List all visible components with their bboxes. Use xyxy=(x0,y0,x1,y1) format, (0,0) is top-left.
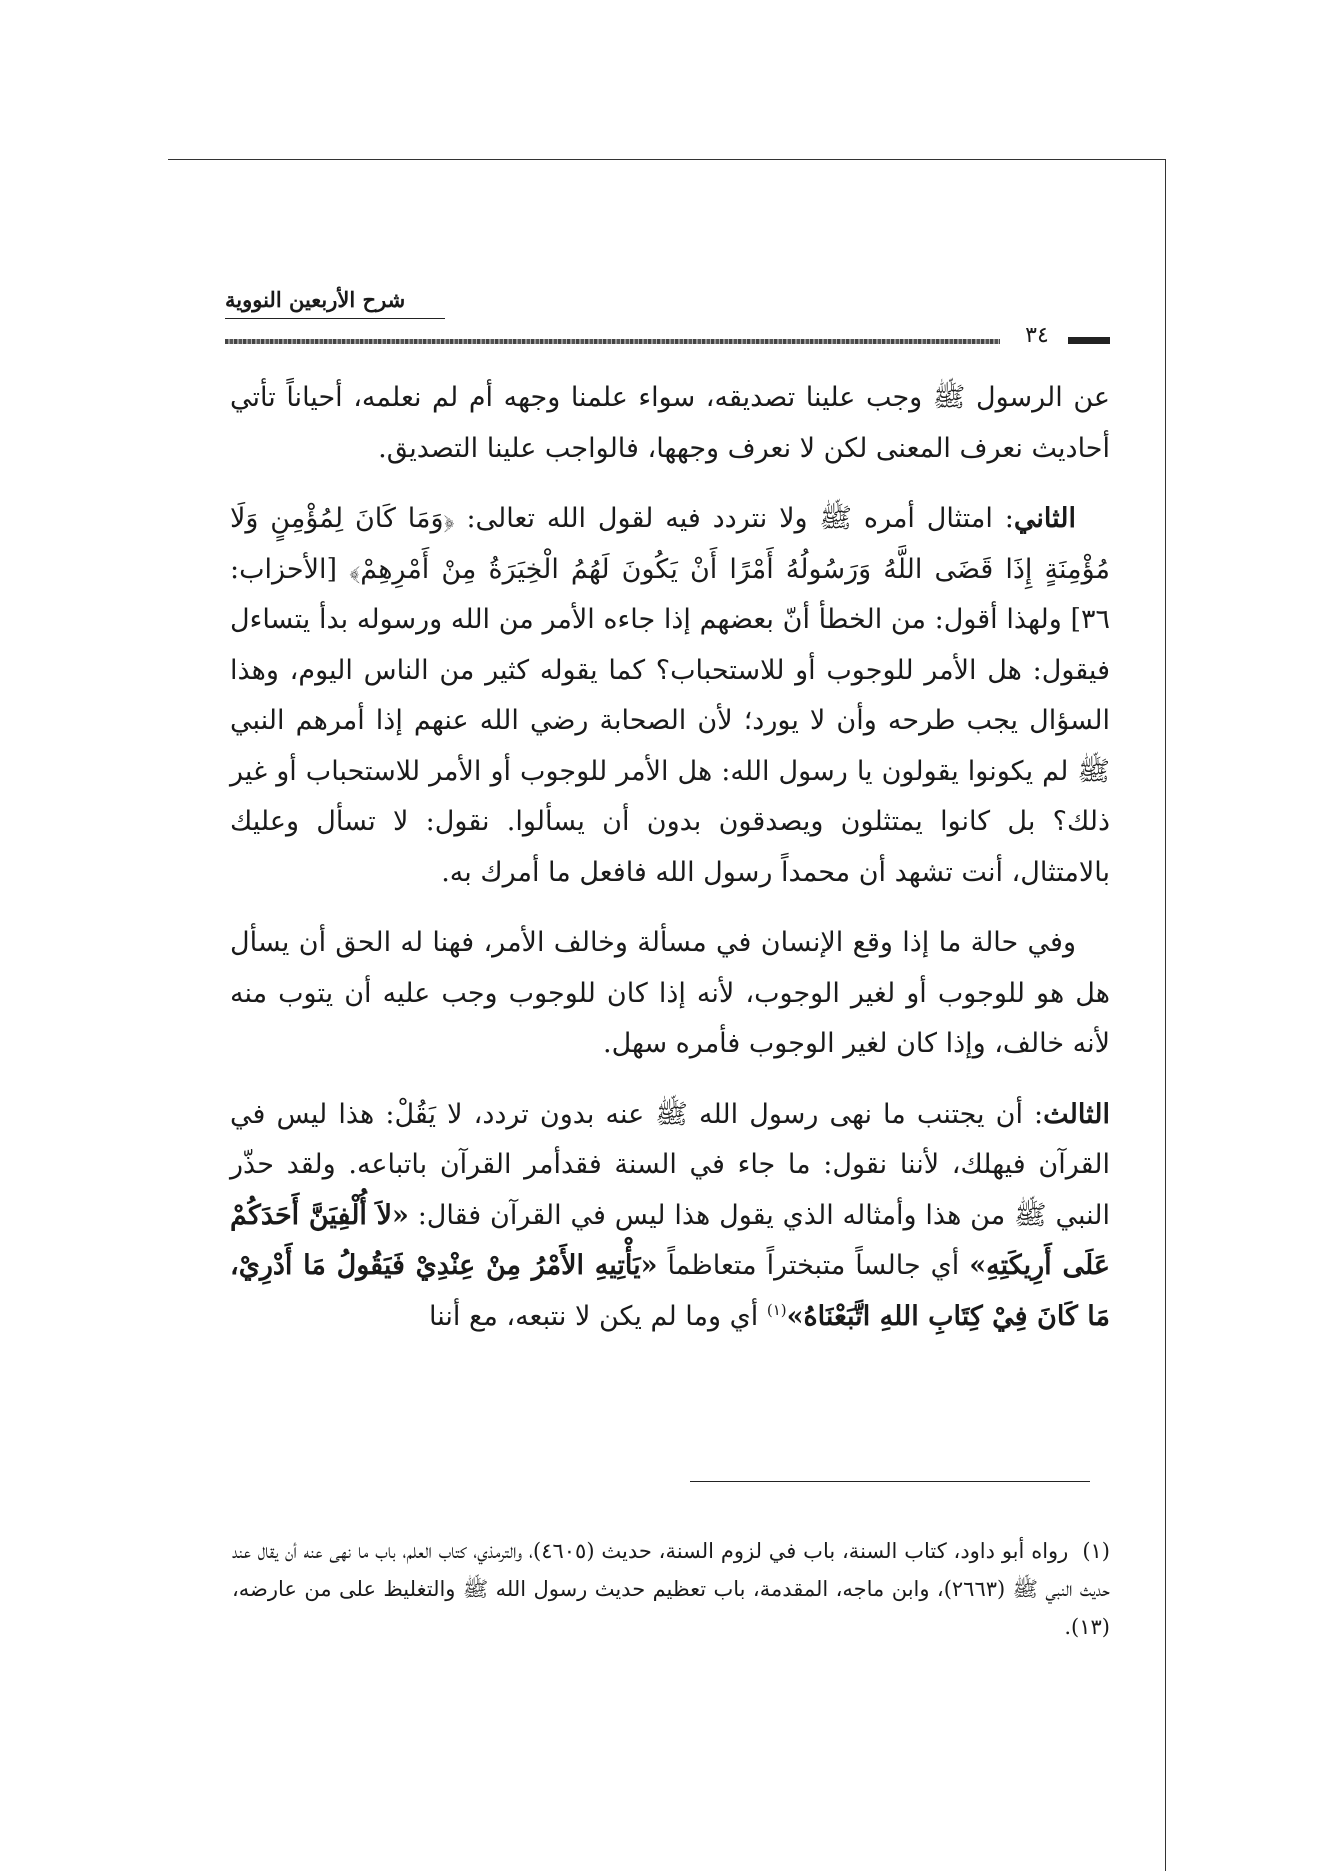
main-body-text xyxy=(230,373,1110,1362)
paragraph-3 xyxy=(230,918,1110,1070)
paragraph-4 xyxy=(230,1090,1110,1343)
paragraph-1-text: عن الرسول ﷺ وجب علينا تصديقه، سواء علمنا وجهه أم لم نعلمه، أحياناً تأتي أحاديث نعرف المعنى لكن لا نعرف وجهها، فالواجب علينا التصديق. xyxy=(230,382,1110,464)
paragraph-4-lead: الثالث xyxy=(1043,1098,1110,1130)
footnote-reference[interactable]: (١) xyxy=(766,1300,787,1319)
page-frame-top-rule xyxy=(168,159,1166,160)
page-frame-right-rule xyxy=(1165,159,1166,1871)
running-header-underline xyxy=(225,318,445,319)
paragraph-4-text-b: أي جالساً متبختراً متعاظماً xyxy=(657,1250,970,1281)
paragraph-4-text-c: أي وما لم يكن لا نتبعه، مع أننا xyxy=(428,1300,767,1332)
paragraph-2-lead: الثاني xyxy=(1013,503,1076,534)
footnote-text: رواه أبو داود، كتاب السنة، باب في لزوم السنة، حديث (٤٦٠٥)، والترمذي، كتاب العلم، باب ما نهى عنه أن يقال عند حديث النبي ﷺ (٢٦٦٣)، وابن ماجه، المقدمة، باب تعظيم حديث رسول الله ﷺ والتغليظ على من عارضه، (١٣). xyxy=(232,1539,1110,1639)
paragraph-2 xyxy=(230,494,1110,898)
paragraph-1 xyxy=(230,373,1110,474)
hadith-quote-1: «لاَ أُلْفِيَنَّ أَحَدَكُمْ عَلَى أَرِيكَتِهِ» xyxy=(230,1199,1110,1281)
footnote-number: (١) xyxy=(1082,1539,1110,1563)
paragraph-3-text: وفي حالة ما إذا وقع الإنسان في مسألة وخالف الأمر، فهنا له الحق أن يسأل هل هو للوجوب أو لغير الوجوب، لأنه إذا كان للوجوب وجب عليه أن يتوب منه لأنه خالف، وإذا كان لغير الوجوب فأمره سهل. xyxy=(230,927,1110,1059)
page-number: ٣٤ xyxy=(1025,323,1049,348)
footnote-separator xyxy=(690,1481,1090,1482)
running-header-title: شرح الأربعين النووية xyxy=(225,287,406,312)
header-decorative-band xyxy=(225,339,1000,344)
header-dash-ornament xyxy=(1068,337,1110,344)
paragraph-4-text-a: : أن يجتنب ما نهى رسول الله ﷺ عنه بدون تردد، لا يَقُلْ: هذا ليس في القرآن فيهلك، لأننا نقول: ما جاء في السنة فقدأمر القرآن باتباعه. ولقد حذّر النبي ﷺ من هذا وأمثاله الذي يقول هذا ليس في القرآن فقال: xyxy=(230,1098,1110,1231)
hadith-quote-2: «يَأْتِيهِ الأَمْرُ مِنْ عِنْدِيْ فَيَقُولُ مَا أَدْرِيْ، مَا كَانَ فِيْ كِتَابِ اللهِ اتَّبَعْنَاهُ» xyxy=(230,1250,1110,1332)
footnote xyxy=(232,1532,1110,1646)
paragraph-2-text: : امتثال أمره ﷺ ولا نتردد فيه لقول الله تعالى: ﴿وَمَا كَانَ لِمُؤْمِنٍ وَلَا مُؤْمِنَةٍ إِذَا قَضَى اللَّهُ وَرَسُولُهُ أَمْرًا أَنْ يَكُونَ لَهُمُ الْخِيَرَةُ مِنْ أَمْرِهِمْ﴾ [الأحزاب: ٣٦] ولهذا أقول: من الخطأ أنّ بعضهم إذا جاءه الأمر من الله ورسوله بدأ يتساءل فيقول: هل الأمر للوجوب أو للاستحباب؟ كما يقوله كثير من الناس اليوم، وهذا السؤال يجب طرحه وأن لا يورد؛ لأن الصحابة رضي الله عنهم إذا أمرهم النبي ﷺ لم يكونوا يقولون يا رسول الله: هل الأمر للوجوب أو الأمر للاستحباب أو غير ذلك؟ بل كانوا يمتثلون ويصدقون بدون أن يسألوا. نقول: لا تسأل وعليك بالامتثال، أنت تشهد أن محمداً رسول الله فافعل ما أمرك به. xyxy=(230,503,1110,888)
